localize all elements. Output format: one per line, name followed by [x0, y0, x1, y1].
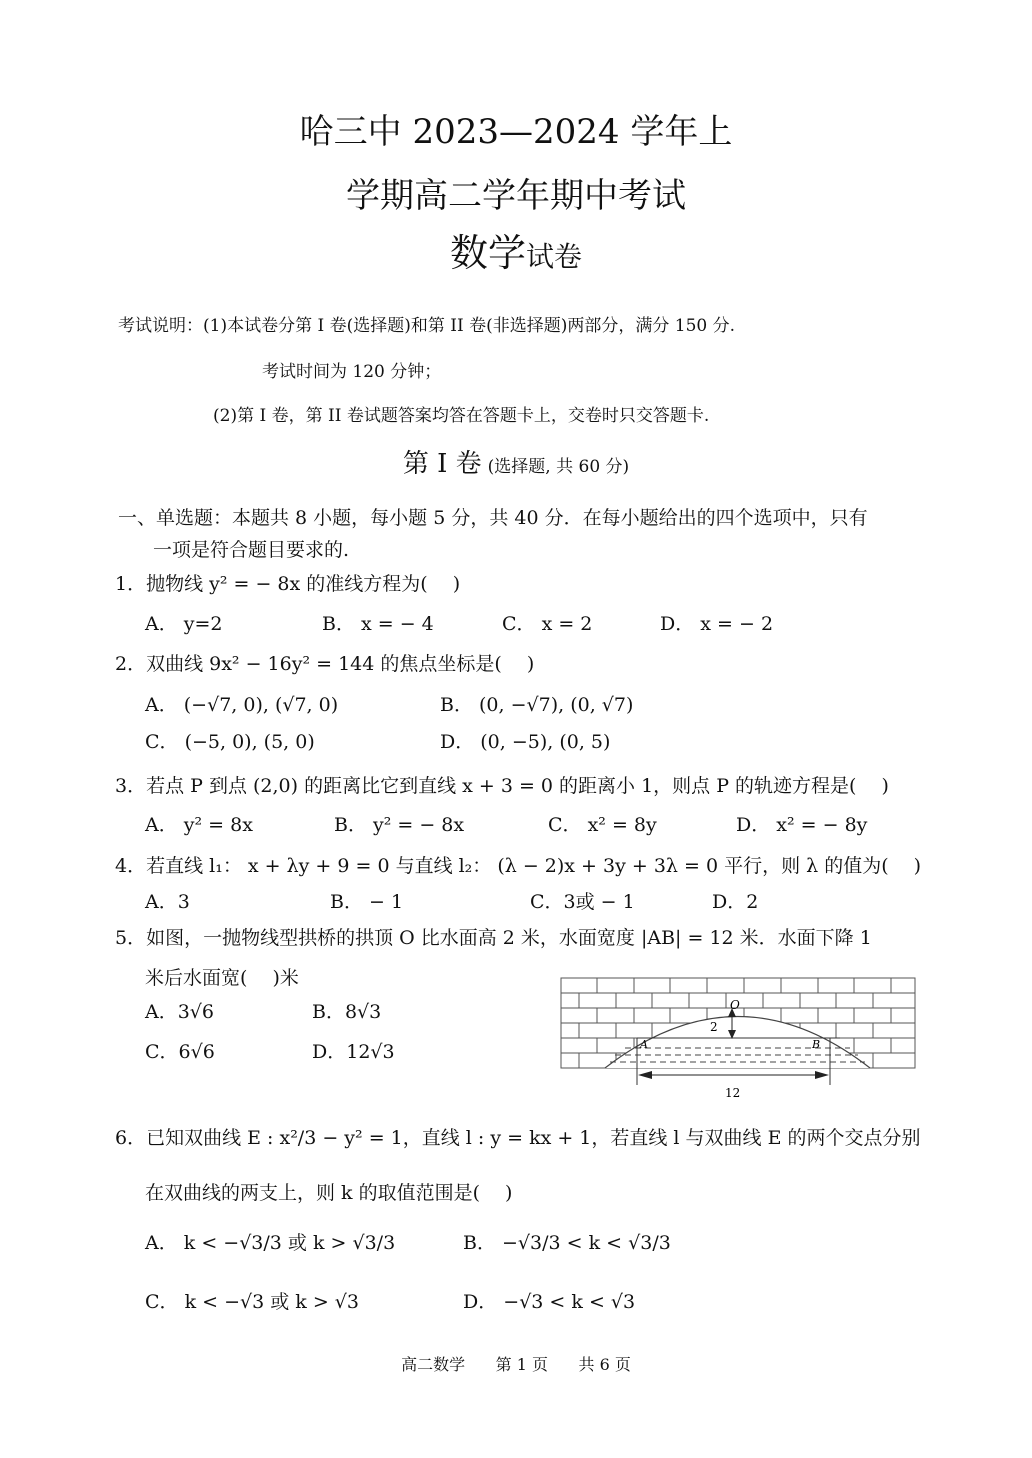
- instruction-2: 考试时间为 120 分钟；: [262, 362, 442, 382]
- q3-option-d: D． x² = − 8y: [736, 814, 868, 836]
- section-title: 第 I 卷: [402, 449, 482, 479]
- q1-option-d: D． x = − 2: [660, 613, 774, 635]
- footer-page: 第 1 页: [495, 1355, 548, 1374]
- part-intro: 一、单选题：本题共 8 小题，每小题 5 分，共 40 分．在每小题给出的四个选项中，只有: [118, 507, 868, 529]
- q3-option-b: B． y² = − 8x: [334, 814, 465, 836]
- q6-option-b: B． −√3/3 < k < √3/3: [463, 1232, 671, 1254]
- section-subtitle: (选择题, 共 60 分): [487, 457, 630, 477]
- part-intro-cont: 一项是符合题目要求的.: [153, 539, 350, 561]
- q2-option-a: A． (−√7, 0), (√7, 0): [145, 694, 339, 716]
- q6-option-a: A． k < −√3/3 或 k > √3/3: [145, 1232, 396, 1254]
- q6-option-c: C． k < −√3 或 k > √3: [145, 1291, 359, 1313]
- q2-option-d: D． (0, −5), (0, 5): [440, 731, 611, 753]
- question-6-stem: 6．已知双曲线 E : x²/3 − y² = 1，直线 l : y = kx + 1，若直线 l 与双曲线 E 的两个交点分别: [115, 1127, 921, 1149]
- question-5-stem: 5．如图，一抛物线型拱桥的拱顶 O 比水面高 2 米，水面宽度 |AB| = 12 米．水面下降 1: [115, 927, 872, 949]
- q1-option-a: A． y=2: [145, 613, 223, 635]
- subject-big: 数学: [449, 231, 526, 275]
- subject-small: 试卷: [526, 240, 583, 273]
- title-line-1: 哈三中 2023—2024 学年上: [299, 112, 733, 152]
- page-footer: [0, 1353, 1032, 1377]
- label-height: 2: [710, 1020, 718, 1034]
- subject-title: [0, 228, 1032, 285]
- footer-subject: 高二数学: [401, 1355, 466, 1374]
- q4-option-b: B． − 1: [330, 891, 404, 913]
- q5-option-c: C．6√6: [145, 1041, 215, 1063]
- q1-option-b: B． x = − 4: [322, 613, 434, 635]
- question-4-stem: 4．若直线 l₁： x + λy + 9 = 0 与直线 l₂： (λ − 2)x + 3y + 3λ = 0 平行，则 λ 的值为( ): [115, 855, 922, 877]
- question-6-stem-cont: 在双曲线的两支上，则 k 的取值范围是( ): [145, 1182, 513, 1204]
- instruction-1: 考试说明：(1)本试卷分第 I 卷(选择题)和第 II 卷(非选择题)两部分，满分 150 分.: [118, 316, 736, 336]
- q3-option-a: A． y² = 8x: [145, 814, 253, 836]
- footer-total: 共 6 页: [578, 1355, 631, 1374]
- question-2-stem: 2．双曲线 9x² − 16y² = 144 的焦点坐标是( ): [115, 653, 535, 675]
- question-5-stem-cont: 米后水面宽( )米: [145, 967, 299, 989]
- arch-bridge-figure: [560, 975, 920, 1103]
- instruction-3: (2)第 I 卷，第 II 卷试题答案均答在答题卡上，交卷时只交答题卡.: [213, 406, 710, 426]
- label-o: O: [730, 998, 740, 1012]
- section-heading: [0, 446, 1032, 485]
- q4-option-d: D．2: [712, 891, 759, 913]
- q3-option-c: C． x² = 8y: [548, 814, 657, 836]
- label-b: B: [812, 1038, 821, 1051]
- q5-option-b: B．8√3: [312, 1001, 382, 1023]
- q5-option-a: A．3√6: [145, 1001, 215, 1023]
- label-a: A: [640, 1038, 648, 1051]
- q2-option-c: C． (−5, 0), (5, 0): [145, 731, 315, 753]
- q2-option-b: B． (0, −√7), (0, √7): [440, 694, 634, 716]
- q4-option-a: A．3: [145, 891, 190, 913]
- q5-option-d: D．12√3: [312, 1041, 395, 1063]
- q1-option-c: C． x = 2: [502, 613, 593, 635]
- title-line-2: 学期高二学年期中考试: [346, 176, 686, 216]
- question-1-stem: 1．抛物线 y² = − 8x 的准线方程为( ): [115, 573, 461, 595]
- label-width: 12: [725, 1086, 741, 1100]
- question-3-stem: 3．若点 P 到点 (2,0) 的距离比它到直线 x + 3 = 0 的距离小 1，则点 P 的轨迹方程是( ): [115, 775, 889, 797]
- q6-option-d: D． −√3 < k < √3: [463, 1291, 636, 1313]
- q4-option-c: C．3或 − 1: [530, 891, 635, 913]
